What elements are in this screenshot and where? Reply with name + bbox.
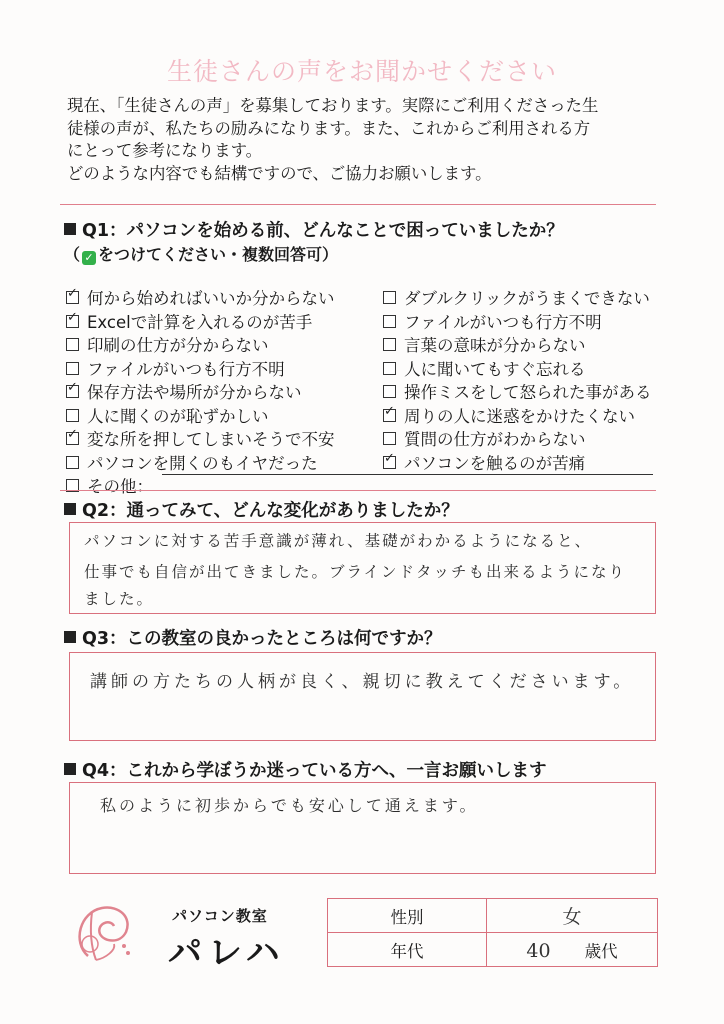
checkbox[interactable] [66,409,79,422]
square-bullet-icon [64,631,76,643]
q4-heading: Q4：これから学ぼうか迷っている方へ、一言お願いします [64,757,547,782]
option-item[interactable]: パソコンを開くのもイヤだった [66,450,335,474]
square-bullet-icon [64,503,76,515]
option-item[interactable]: 言葉の意味が分からない [383,332,652,356]
option-item[interactable]: 印刷の仕方が分からない [66,332,335,356]
option-item[interactable]: ファイルがいつも行方不明 [383,309,652,333]
checkbox[interactable] [66,362,79,375]
checkbox[interactable] [66,315,79,328]
option-item[interactable]: ✓Excelで計算を入れるのが苦手 [66,309,335,333]
checkbox[interactable] [383,456,396,469]
option-item[interactable]: ✓変な所を押してしまいそうで不安 [66,426,335,450]
intro-line: 徒様の声が、私たちの励みになります。また、これからご利用される方 [67,118,591,138]
intro-line: 現在、「生徒さんの声」を募集しております。実際にご利用くださった生 [67,96,599,115]
other-answer-line[interactable] [162,474,653,475]
respondent-info-table [327,898,658,967]
option-item[interactable]: ファイルがいつも行方不明 [66,356,335,380]
gender-value[interactable]: 女 [487,899,658,933]
age-label: 年代 [328,933,487,967]
gender-label: 性別 [328,899,487,933]
q1-left-options [66,285,335,497]
option-item[interactable]: ✓パソコンを触るのが苦痛 [383,450,652,474]
option-item[interactable]: ✓周りの人に迷惑をかけたくない [383,403,652,427]
q3-answer-box[interactable] [69,652,656,741]
handwritten-line: ました。 [84,590,155,608]
checkbox[interactable] [383,385,396,398]
handwritten-line: パソコンに対する苦手意識が薄れ、基礎がわかるようになると、 [84,532,593,550]
handwritten-line: 仕事でも自信が出てきました。ブラインドタッチも出来るようになり [84,563,627,581]
q3-heading: Q3：この教室の良かったところは何ですか？ [64,625,442,650]
checkbox[interactable] [383,362,396,375]
handwritten-line: 私のように初歩からでも安心して通えます。 [100,796,479,815]
option-item[interactable]: ✓何から始めればいいか分からない [66,285,335,309]
q1-note: （ ✓ をつけてください・複数回答可） [64,245,339,264]
q1-right-options [383,285,652,473]
option-item[interactable]: 人に聞いてもすぐ忘れる [383,356,652,380]
checkbox[interactable] [383,291,396,304]
handwritten-line: 講師の方たちの人柄が良く、親切に教えてくださいます。 [90,672,635,692]
green-check-icon: ✓ [82,251,96,265]
logo-mark-icon [70,898,140,968]
option-item-other[interactable]: その他： [66,473,335,497]
checkbox[interactable] [66,385,79,398]
logo-subtitle: パソコン教室 [172,907,268,925]
page-title: 生徒さんの声をお聞かせください [166,57,557,86]
q2-heading: Q2：通ってみて、どんな変化がありましたか？ [64,497,459,522]
checkbox[interactable] [66,338,79,351]
q1-heading: Q1：パソコンを始める前、どんなことで困っていましたか？ [64,217,564,242]
checkbox[interactable] [66,432,79,445]
option-item[interactable]: ✓保存方法や場所が分からない [66,379,335,403]
q4-answer-box[interactable] [69,782,656,874]
table-row [328,899,658,933]
checkbox[interactable] [66,291,79,304]
checkbox[interactable] [383,432,396,445]
option-item[interactable]: 人に聞くのが恥ずかしい [66,403,335,427]
divider [60,204,656,205]
option-item[interactable]: 質問の仕方がわからない [383,426,652,450]
age-unit: 歳代 [584,941,618,961]
divider [60,490,656,491]
square-bullet-icon [64,763,76,775]
option-item[interactable]: ダブルクリックがうまくできない [383,285,652,309]
table-row [328,933,658,967]
age-value[interactable]: 40 歳代 [487,933,658,967]
option-item[interactable]: 操作ミスをして怒られた事がある [383,379,652,403]
q2-answer-box[interactable] [69,522,656,614]
checkbox[interactable] [383,315,396,328]
square-bullet-icon [64,223,76,235]
intro-line: どのような内容でも結構ですので、ご協力お願いします。 [67,163,492,183]
checkbox[interactable] [383,338,396,351]
checkbox[interactable] [383,409,396,422]
checkbox[interactable] [66,456,79,469]
logo-name: パレハ [168,933,286,973]
intro-text [67,95,667,185]
intro-line: にとって参考になります。 [67,141,263,160]
